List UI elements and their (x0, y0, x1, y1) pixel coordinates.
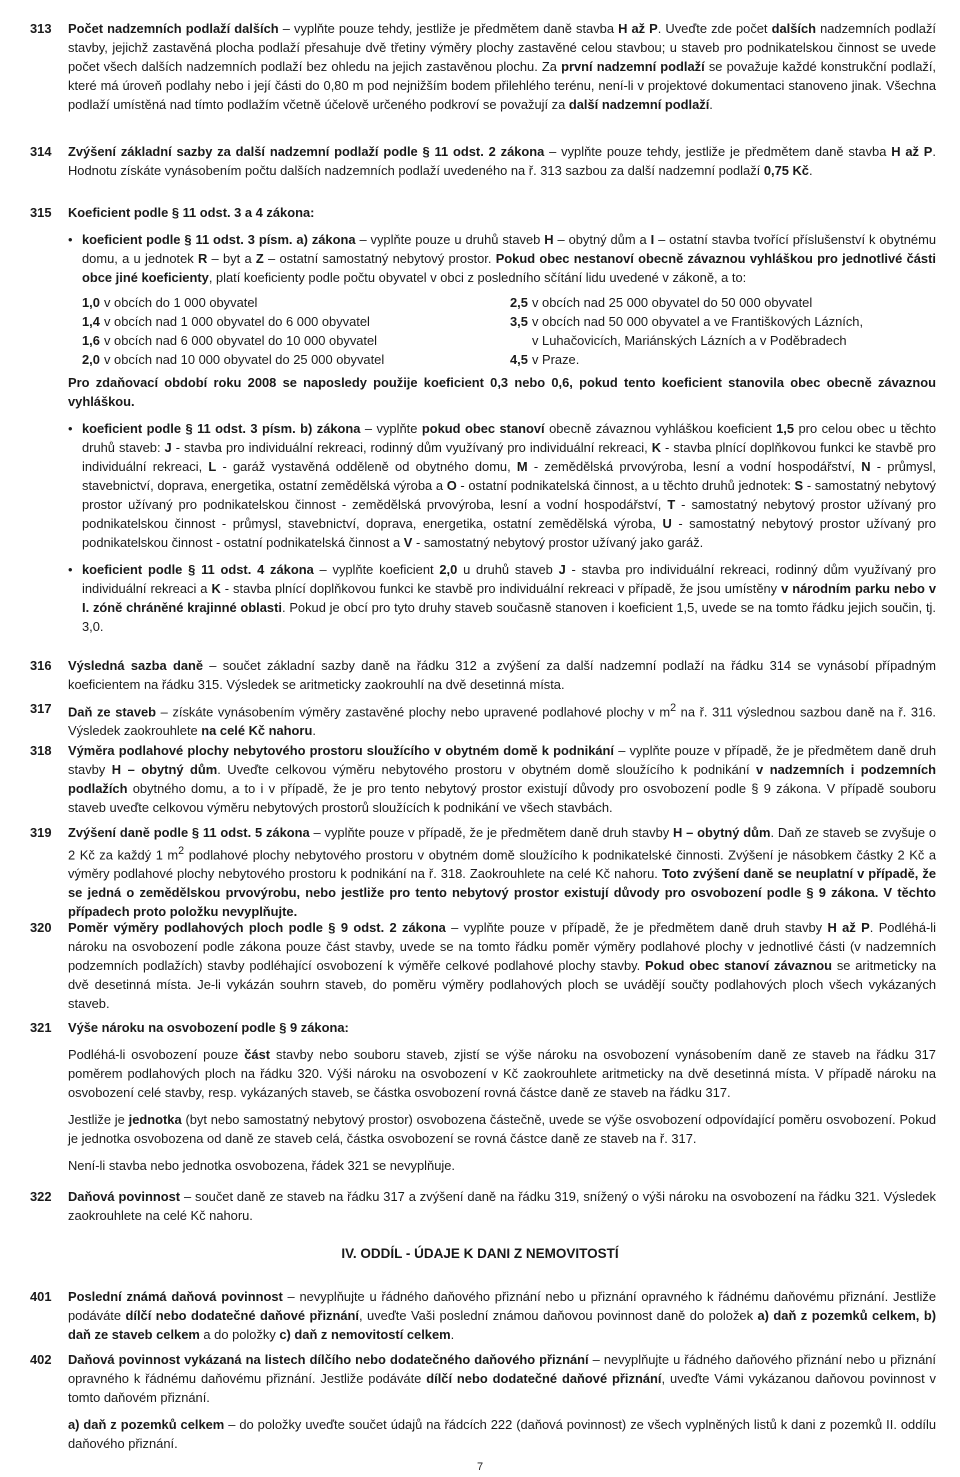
item-title: Výše nároku na osvobození podle § 9 zákona: (68, 1020, 349, 1035)
item-number: 316 (30, 658, 52, 673)
item-317 (30, 699, 936, 740)
bullet-item (68, 419, 936, 552)
item-322 (30, 1187, 936, 1225)
item-text: Podléhá-li osvobození pouze část stavby nebo souboru staveb, zjistí se výše nároku na osvobození vynásobením daně ze staveb na řádku 317 poměrem podlahových ploch na řádku 320. Výši nároku na osvobození v Kč zaokrouhlete aritmeticky na dvě desetinná místa. V případě nároku na osvobození celé stavby, resp. vykázaných staveb, se částka osvobození rovná částce daně ze staveb na řádku 317. (68, 1047, 936, 1100)
item-text: Výměra podlahové plochy nebytového prostoru sloužícího v obytném domě k podnikání – vyplňte pouze v případě, že je předmětem daně druh stavby H – obytný dům. Uveďte celkovou výměru nebytového prostoru v obytném domě sloužícího k podnikání v nadzemních i podzemních podlažích obytného domu, a to i v případě, že je pro tento nebytový prostor existují důvody pro osvobození podle § 9 zákona. V případě souboru staveb uveďte celkovou výměru nebytových prostorů sloužících k podnikání ve všech stavbách. (68, 743, 936, 815)
item-320 (30, 918, 936, 1013)
bullet-item (68, 560, 936, 636)
item-number: 322 (30, 1189, 52, 1204)
item-text: Zvýšení základní sazby za další nadzemní podlaží podle § 11 odst. 2 zákona – vyplňte pouze tehdy, jestliže je předmětem daně stavba H až P. Hodnotu získáte vynásobením počtu dalších nadzemních podlaží uvedeného na ř. 313 sazbou za další nadzemní podlaží 0,75 Kč. (68, 144, 936, 178)
item-text: Poslední známá daňová povinnost – nevyplňujte u řádného daňového přiznání nebo u přiznání opravného k řádnému daňovému přiznání. Jestliže podáváte dílčí nebo dodatečné daňové přiznání, uveďte Vaši poslední známou daňovou povinnost daně do položek a) daň z pozemků celkem, b) daň ze staveb celkem a do položky c) daň z nemovitostí celkem. (68, 1289, 936, 1342)
item-text: Daň ze staveb – získáte vynásobením výměry zastavěné plochy nebo upravené podlahové plochy v $m^2$ na ř. 311 výslednou sazbou daně na ř. 316. Výsledek zaokrouhlete na celé Kč nahoru. (68, 702, 936, 739)
item-text: Počet nadzemních podlaží dalších – vyplňte pouze tehdy, jestliže je předmětem daně stavba H až P. Uveďte zde počet dalších nadzemních podlaží stavby, jejichž zastavěná plocha podlaží přesahuje dvě třetiny výměry plochy zastavěné celou stavbou; u staveb pro podnikatelskou činnost se uvede počet všech dalších nadzemních podlaží bez ohledu na jejich zastavěnou plochu. Za první nadzemní podlaží se považuje každé konstrukční podlaží, které má úroveň podlahy nebo i její části do 0,80 m pod nejnižším bodem přilehlého terénu, není-li v projektové dokumentaci stanoveno jinak. Všechna podlaží umístěná nad tímto podlažím včetně účelově určeného podkroví se považují za další nadzemní podlaží. (68, 21, 936, 112)
item-number: 315 (30, 205, 52, 220)
item-text: Výsledná sazba daně – součet základní sazby daně na řádku 312 a zvýšení za další nadzemní podlaží na řádku 314 se vynásobí případným koeficientem na řádku 315. Výsledek se aritmeticky zaokrouhlí na dvě desetinná místa. (68, 658, 936, 692)
item-number: 402 (30, 1352, 52, 1367)
item-number: 319 (30, 825, 52, 840)
item-note: Pro zdaňovací období roku 2008 se naposledy použije koeficient 0,3 nebo 0,6, pokud tento koeficient stanovila obec obecně závaznou vyhláškou. (68, 375, 936, 409)
item-text: Jestliže je jednotka (byt nebo samostatný nebytový prostor) osvobozena částečně, uvede se výše osvobození odpovídající poměru osvobození. Pokud je jednotka osvobozena od daně ze staveb celá, částka osvobození se rovná částce daně ze staveb na ř. 317. (68, 1112, 936, 1146)
item-number: 313 (30, 21, 52, 36)
page-number: 7 (476, 1461, 484, 1473)
item-number: 314 (30, 144, 52, 159)
item-402 (30, 1350, 936, 1453)
item-number: 318 (30, 743, 52, 758)
item-text: Daňová povinnost vykázaná na listech dílčího nebo dodatečného daňového přiznání – nevyplňujte u řádného daňového přiznání nebo u přiznání opravného k řádnému daňovému přiznání. Jestliže podáváte dílčí nebo dodatečné daňové přiznání, uveďte Vámi vykázanou daňovou povinnost v tomto daňovém přiznání. (68, 1352, 936, 1405)
bullet-text: koeficient podle § 11 odst. 3 písm. a) zákona – vyplňte pouze u druhů staveb H – obytný dům a I – ostatní stavba tvořící příslušenství k obytnému domu, a u jednotek R – byt a Z – ostatní samostatný nebytový prostor. Pokud obec nestanoví obecně závaznou vyhláškou pro jednotlivé části obce jiné koeficienty, platí koeficienty podle počtu obyvatel v obci z posledního sčítání lidu uvedené v zákoně, a to: (82, 232, 936, 285)
item-text: Poměr výměry podlahových ploch podle § 9 odst. 2 zákona – vyplňte pouze v případě, že je předmětem daně druh stavby H až P. Podléhá-li nároku na osvobození podle zákona pouze část stavby, uvede se na tomto řádku poměr výměry podlahové plochy v jednotlivé části (v nadzemních podzemních podlažích) stavby podléhající osvobození k výměře celkové podlahové plochy stavby. Pokud obec stanoví závaznou se aritmeticky na dvě desetinná místa. Je-li vykázán souhrn staveb, do poměru výměry podlahových ploch se uvádějí součty podlahových ploch všech vykázaných staveb. (68, 920, 937, 1011)
item-text: Není-li stavba nebo jednotka osvobozena, řádek 321 se nevyplňuje. (68, 1158, 455, 1173)
bullet-icon: • (68, 232, 73, 247)
bullet-item (68, 230, 936, 369)
item-318 (30, 741, 936, 817)
item-314 (30, 142, 936, 180)
item-text: Daňová povinnost – součet daně ze staveb na řádku 317 a zvýšení daně na řádku 319, snížený o výši nároku na osvobození na řádku 321. Výsledek zaokrouhlete na celé Kč nahoru. (68, 1189, 936, 1223)
section-heading: IV. ODDÍL - ÚDAJE K DANI Z NEMOVITOSTÍ (341, 1246, 619, 1261)
item-title: Koeficient podle § 11 odst. 3 a 4 zákona: (68, 205, 315, 220)
item-text: Zvýšení daně podle § 11 odst. 5 zákona – vyplňte pouze v případě, že je předmětem daně druh stavby H – obytný dům. Daň ze staveb se zvyšuje o 2 Kč za každý 1 $m^2$ podlahové plochy nebytového prostoru v obytném domě sloužícího k podnikatelské činnosti. Zvýšení je násobkem částky 2 Kč a výměry podlahové plochy nebytového prostoru k podnikání na ř. 318. Zaokrouhlete na celé Kč nahoru. Toto zvýšení daně se neuplatní v případě, že se jedná o zemědělskou prvovýrobu, nebo jestliže pro tento nebytový prostor existují důvody pro osvobození podle § 9 zákona. V těchto případech proto položku nevyplňujte. (68, 825, 937, 920)
item-number: 401 (30, 1289, 52, 1304)
item-319 (30, 823, 936, 921)
bullet-text: koeficient podle § 11 odst. 4 zákona – vyplňte koeficient 2,0 u druhů staveb J - stavba pro individuální rekreaci, rodinný dům využívaný pro individuální rekreaci a K - stavba plnící doplňkovou funkci ke stavbě pro individuální rekreaci v případě, že jsou umístěny v národním parku nebo v I. zóně chráněné krajinné oblasti. Pokud je obcí pro tyto druhy staveb současně stanoven i koeficient 1,5, uvede se na tomto řádku jejich součin, tj. 3,0. (82, 562, 937, 634)
item-321 (30, 1018, 936, 1175)
item-text: a) daň z pozemků celkem – do položky uveďte součet údajů na řádcích 222 (daňová povinnost) ze všech vyplněných listů k dani z pozemků II. oddílu daňového přiznání. (68, 1417, 936, 1451)
bullet-icon: • (68, 421, 73, 436)
bullet-text: koeficient podle § 11 odst. 3 písm. b) zákona – vyplňte pokud obec stanoví obecně závaznou vyhláškou koeficient 1,5 pro celou obec u těchto druhů staveb: J - stavba pro individuální rekreaci, rodinný dům využívaný pro individuální rekreaci, K - stavba plnící doplňkovou funkci ke stavbě pro individuální rekreaci, L - garáž vystavěná odděleně od obytného domu, M - zemědělská prvovýroba, lesní a vodní hospodářství, N - průmysl, stavebnictví, doprava, energetika, ostatní zemědělská výroba a O - ostatní podnikatelská činnost, a u těchto druhů jednotek: S - samostatný nebytový prostor užívaný pro podnikatelskou činnost - zemědělská prvovýroba, lesní a vodní hospodářství, T - samostatný nebytový prostor užívaný pro podnikatelskou činnost - průmysl, stavebnictví, doprava, energetika, ostatní zemědělská výroba, U - samostatný nebytový prostor užívaný pro podnikatelskou činnost - ostatní podnikatelská činnost a V - samostatný nebytový prostor užívaný jako garáž. (82, 421, 937, 550)
item-number: 321 (30, 1020, 52, 1035)
bullet-icon: • (68, 562, 73, 577)
item-315 (30, 203, 936, 636)
item-316 (30, 656, 936, 694)
item-number: 320 (30, 920, 52, 935)
item-401 (30, 1287, 936, 1344)
item-number: 317 (30, 701, 52, 716)
item-313 (30, 19, 936, 114)
coefficient-list: 1,0 v obcích do 1 000 obyvatel 1,4 v obcích nad 1 000 obyvatel do 6 000 obyvatel 1,6 v obcích nad 6 000 obyvatel do 10 000 obyvatel 2,0 v obcích nad 10 000 obyvatel do 25 000 obyvatel 2,5 v obcích nad 25 000 obyvatel do 50 000 obyvatel 3,5 v obcích nad 50 000 obyvatel a ve Františkových Lázních, v Luhačovicích, Mariánských Lázních a v Poděbradech 4,5 v Praze. (82, 295, 864, 367)
